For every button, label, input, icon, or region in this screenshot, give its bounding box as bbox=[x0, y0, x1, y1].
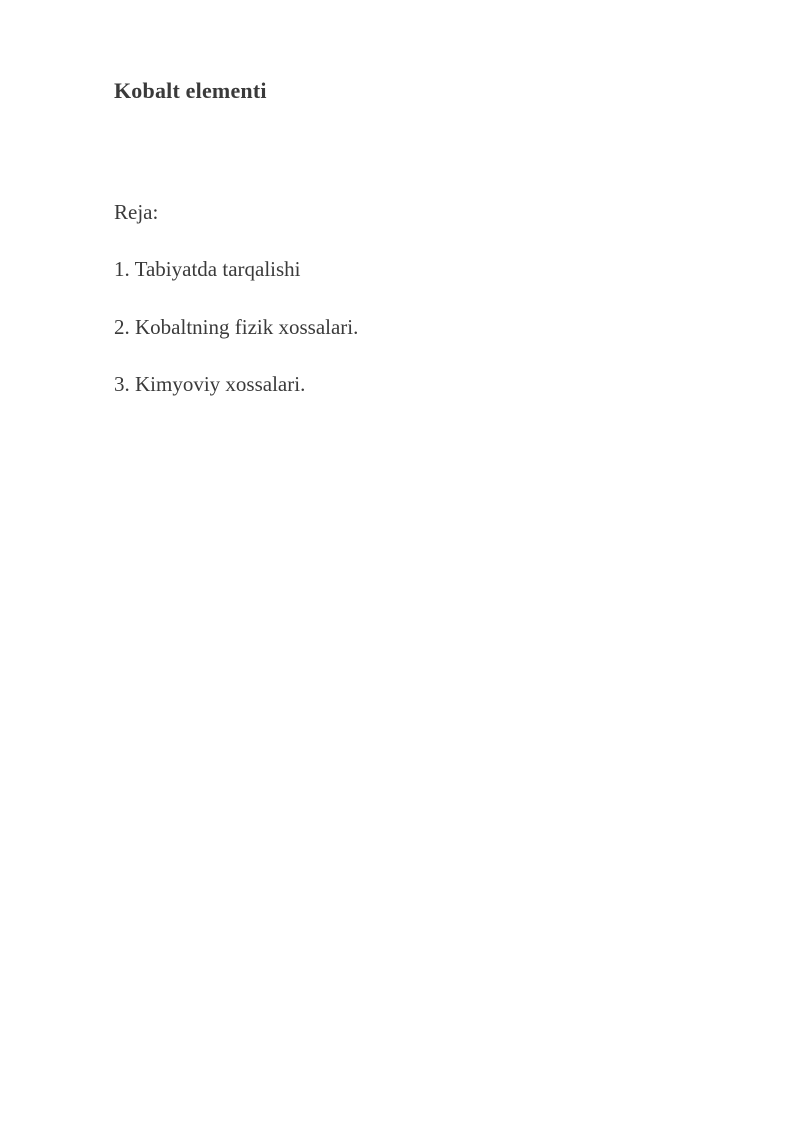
plan-item-2: 2. Kobaltning fizik xossalari. bbox=[114, 314, 359, 339]
document-title: Kobalt elementi bbox=[114, 78, 267, 103]
plan-item-1: 1. Tabiyatda tarqalishi bbox=[114, 257, 301, 282]
plan-heading: Reja: bbox=[114, 200, 159, 225]
plan-item-3: 3. Kimyoviy xossalari. bbox=[114, 371, 306, 396]
